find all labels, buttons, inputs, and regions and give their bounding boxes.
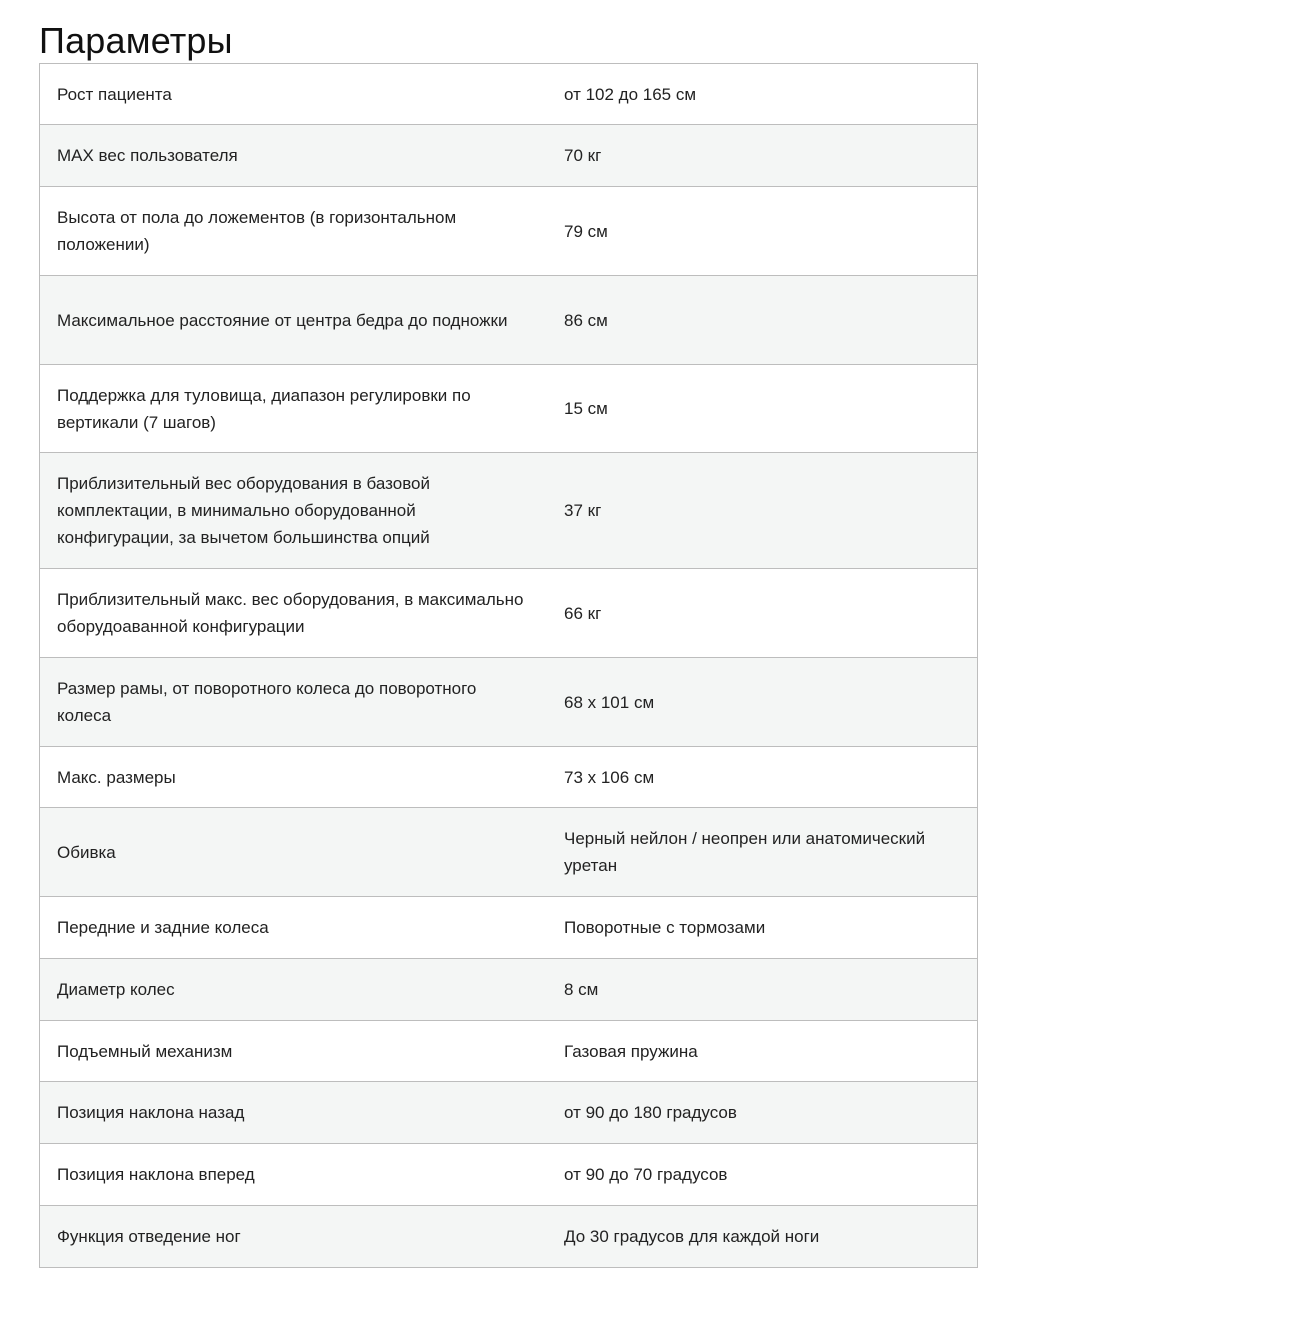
param-label: Функция отведение ног <box>40 1206 548 1268</box>
param-label: Максимальное расстояние от центра бедра до подножки <box>40 276 548 365</box>
param-label: Рост пациента <box>40 64 548 125</box>
param-label: MAX вес пользователя <box>40 125 548 187</box>
param-label: Передние и задние колеса <box>40 897 548 959</box>
param-value: 86 см <box>547 276 978 365</box>
param-label: Позиция наклона вперед <box>40 1144 548 1206</box>
param-value: от 90 до 180 градусов <box>547 1082 978 1144</box>
parameters-section <box>39 0 978 1268</box>
param-value: от 90 до 70 градусов <box>547 1144 978 1206</box>
param-value: 68 x 101 см <box>547 658 978 747</box>
param-value: Черный нейлон / неопрен или анатомический уретан <box>547 808 978 897</box>
page-title: Параметры <box>39 20 233 61</box>
table-row <box>40 747 978 808</box>
table-row <box>40 808 978 897</box>
param-value: 79 см <box>547 187 978 276</box>
param-value: 15 см <box>547 365 978 453</box>
param-value: 8 см <box>547 959 978 1021</box>
table-row <box>40 1021 978 1082</box>
param-value: Поворотные с тормозами <box>547 897 978 959</box>
table-row <box>40 125 978 187</box>
table-row <box>40 1144 978 1206</box>
table-row <box>40 365 978 453</box>
param-value: 70 кг <box>547 125 978 187</box>
param-value: от 102 до 165 см <box>547 64 978 125</box>
param-label: Диаметр колес <box>40 959 548 1021</box>
param-value: До 30 градусов для каждой ноги <box>547 1206 978 1268</box>
param-label: Макс. размеры <box>40 747 548 808</box>
table-row <box>40 1082 978 1144</box>
param-label: Обивка <box>40 808 548 897</box>
param-label: Поддержка для туловища, диапазон регулировки по вертикали (7 шагов) <box>40 365 548 453</box>
table-row <box>40 1206 978 1268</box>
param-value: 37 кг <box>547 453 978 569</box>
table-row <box>40 959 978 1021</box>
param-label: Высота от пола до ложементов (в горизонтальном положении) <box>40 187 548 276</box>
table-row <box>40 658 978 747</box>
param-label: Позиция наклона назад <box>40 1082 548 1144</box>
table-row <box>40 569 978 658</box>
param-label: Подъемный механизм <box>40 1021 548 1082</box>
param-value: Газовая пружина <box>547 1021 978 1082</box>
param-value: 66 кг <box>547 569 978 658</box>
parameters-table <box>39 63 978 1268</box>
param-label: Размер рамы, от поворотного колеса до поворотного колеса <box>40 658 548 747</box>
table-row <box>40 276 978 365</box>
param-label: Приблизительный макс. вес оборудования, в максимально оборудоаванной конфигурации <box>40 569 548 658</box>
parameters-table-body <box>40 64 978 1268</box>
table-row <box>40 897 978 959</box>
param-value: 73 x 106 см <box>547 747 978 808</box>
table-row <box>40 453 978 569</box>
param-label: Приблизительный вес оборудования в базовой комплектации, в минимально оборудованной конфигурации, за вычетом большинства опций <box>40 453 548 569</box>
table-row <box>40 64 978 125</box>
table-row <box>40 187 978 276</box>
